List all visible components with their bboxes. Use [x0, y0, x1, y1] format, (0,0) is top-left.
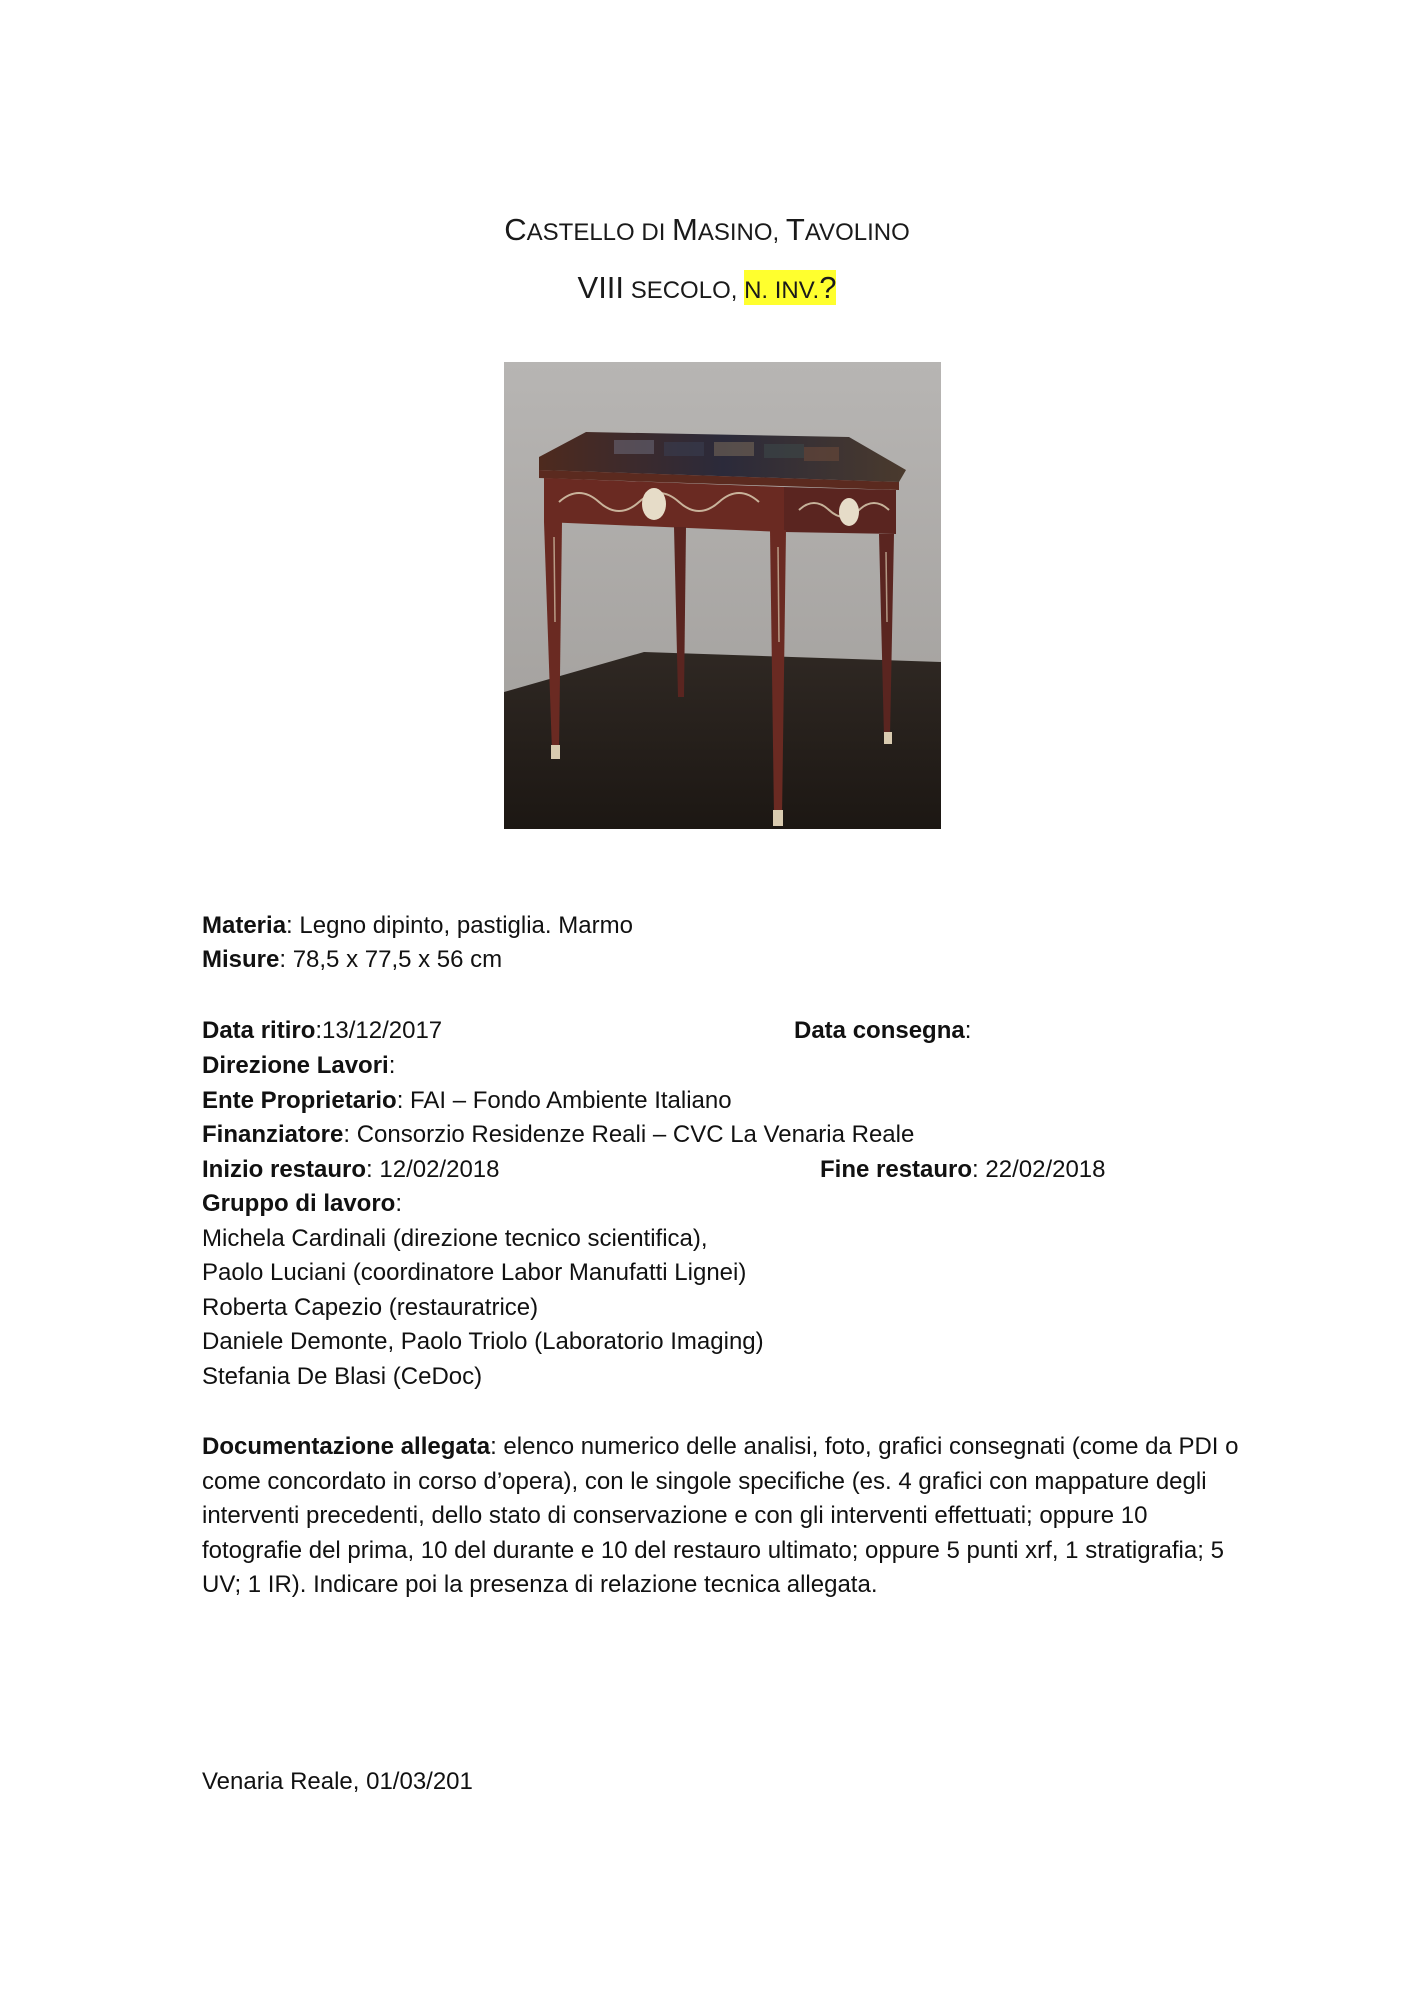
- field-direzione-lavori: Direzione Lavori:: [202, 1052, 396, 1079]
- field-ente-proprietario: Ente Proprietario: FAI – Fondo Ambiente Italiano: [202, 1087, 732, 1114]
- team-member: Daniele Demonte, Paolo Triolo (Laboratorio Imaging): [202, 1328, 764, 1355]
- place-date: Venaria Reale, 01/03/201: [202, 1768, 473, 1795]
- table-photo: [504, 362, 941, 829]
- team-member: Stefania De Blasi (CeDoc): [202, 1363, 483, 1390]
- documentation-paragraph: Documentazione allegata: elenco numerico delle analisi, foto, grafici consegnati (come da PDI o come concordato in corso d’opera), con le singole specifiche (es. 4 grafici con mappature degli interventi precedenti, dello stato di conservazione e con gli interventi effettuati; oppure 10 fotografie del prima, 10 del durante e 10 del restauro ultimato; oppure 5 punti xrf, 1 stratigrafia; 5 UV; 1 IR). Indicare poi la presenza di relazione tecnica allegata.: [202, 1433, 1239, 1598]
- field-gruppo-lavoro: Gruppo di lavoro:: [202, 1190, 403, 1217]
- field-data-ritiro: Data ritiro:13/12/2017: [202, 1017, 443, 1044]
- field-inizio-restauro: Inizio restauro: 12/02/2018: [202, 1156, 500, 1183]
- document-subtitle: VIII SECOLO, N. INV.?: [577, 270, 837, 305]
- team-member: Michela Cardinali (direzione tecnico scientifica),: [202, 1225, 708, 1252]
- field-fine-restauro: Fine restauro: 22/02/2018: [820, 1156, 1106, 1183]
- field-finanziatore: Finanziatore: Consorzio Residenze Reali – CVC La Venaria Reale: [202, 1121, 915, 1148]
- field-data-consegna: Data consegna:: [794, 1017, 972, 1044]
- field-materia: Materia: Legno dipinto, pastiglia. Marmo: [202, 912, 633, 939]
- team-member: Roberta Capezio (restauratrice): [202, 1294, 539, 1321]
- field-misure: Misure: 78,5 x 77,5 x 56 cm: [202, 946, 503, 973]
- inventory-number-highlight: N. INV.?: [744, 270, 837, 305]
- document-title: CASTELLO DI MASINO, TAVOLINO: [504, 212, 910, 247]
- team-member: Paolo Luciani (coordinatore Labor Manufatti Lignei): [202, 1259, 747, 1286]
